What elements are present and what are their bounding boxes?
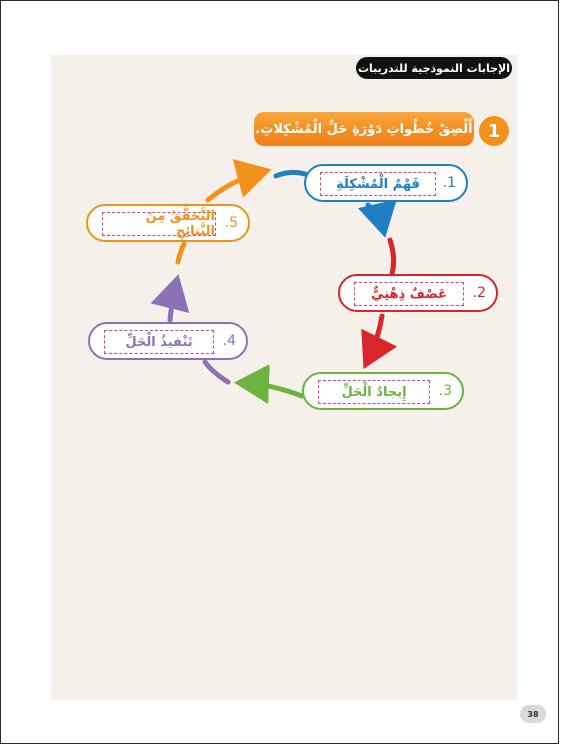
arrow-purple-2	[170, 284, 176, 320]
arrow-red-2	[368, 316, 382, 360]
answers-header: الإجابات النموذجية للتدريبات	[356, 57, 512, 79]
page-number: 38	[520, 705, 546, 723]
arrow-blue	[276, 172, 305, 176]
arrow-red	[390, 240, 394, 274]
step-5-label: التَّحَقُّقُ مِنَ النَّتائِجِ	[102, 212, 216, 236]
arrow-blue-2	[368, 205, 383, 228]
step-4-implement-solution	[88, 322, 248, 360]
step-4-label: تَنْفيذُ الْحَلِّ	[104, 330, 214, 354]
step-4-number: .4	[222, 333, 236, 349]
step-3-label: إِيجادُ الْحَلِّ	[318, 380, 430, 404]
arrow-orange	[178, 244, 184, 262]
step-5-number: .5	[224, 215, 238, 231]
step-5-verify-results	[86, 204, 250, 242]
step-1-number: .1	[442, 175, 456, 191]
step-3-number: .3	[438, 383, 452, 399]
step-2-number: .2	[472, 285, 486, 301]
question-instruction: أَلْصِقْ خُطُواتِ دَوْرَةِ حَلِّ الْمُشْكِلاتِ.	[254, 112, 474, 146]
arrow-purple	[205, 362, 228, 382]
step-1-label: فَهْمُ الْمُشْكِلَةِ	[320, 172, 436, 196]
arrow-green	[244, 383, 302, 396]
question-number: 1	[479, 116, 509, 146]
step-3-find-solution	[302, 372, 464, 410]
step-2-label: عَصْفٌ ذِهْنِيٌّ	[354, 282, 464, 306]
arrow-orange-2	[208, 172, 262, 200]
step-2-brainstorm	[338, 274, 498, 312]
step-1-understand-problem	[304, 164, 468, 202]
